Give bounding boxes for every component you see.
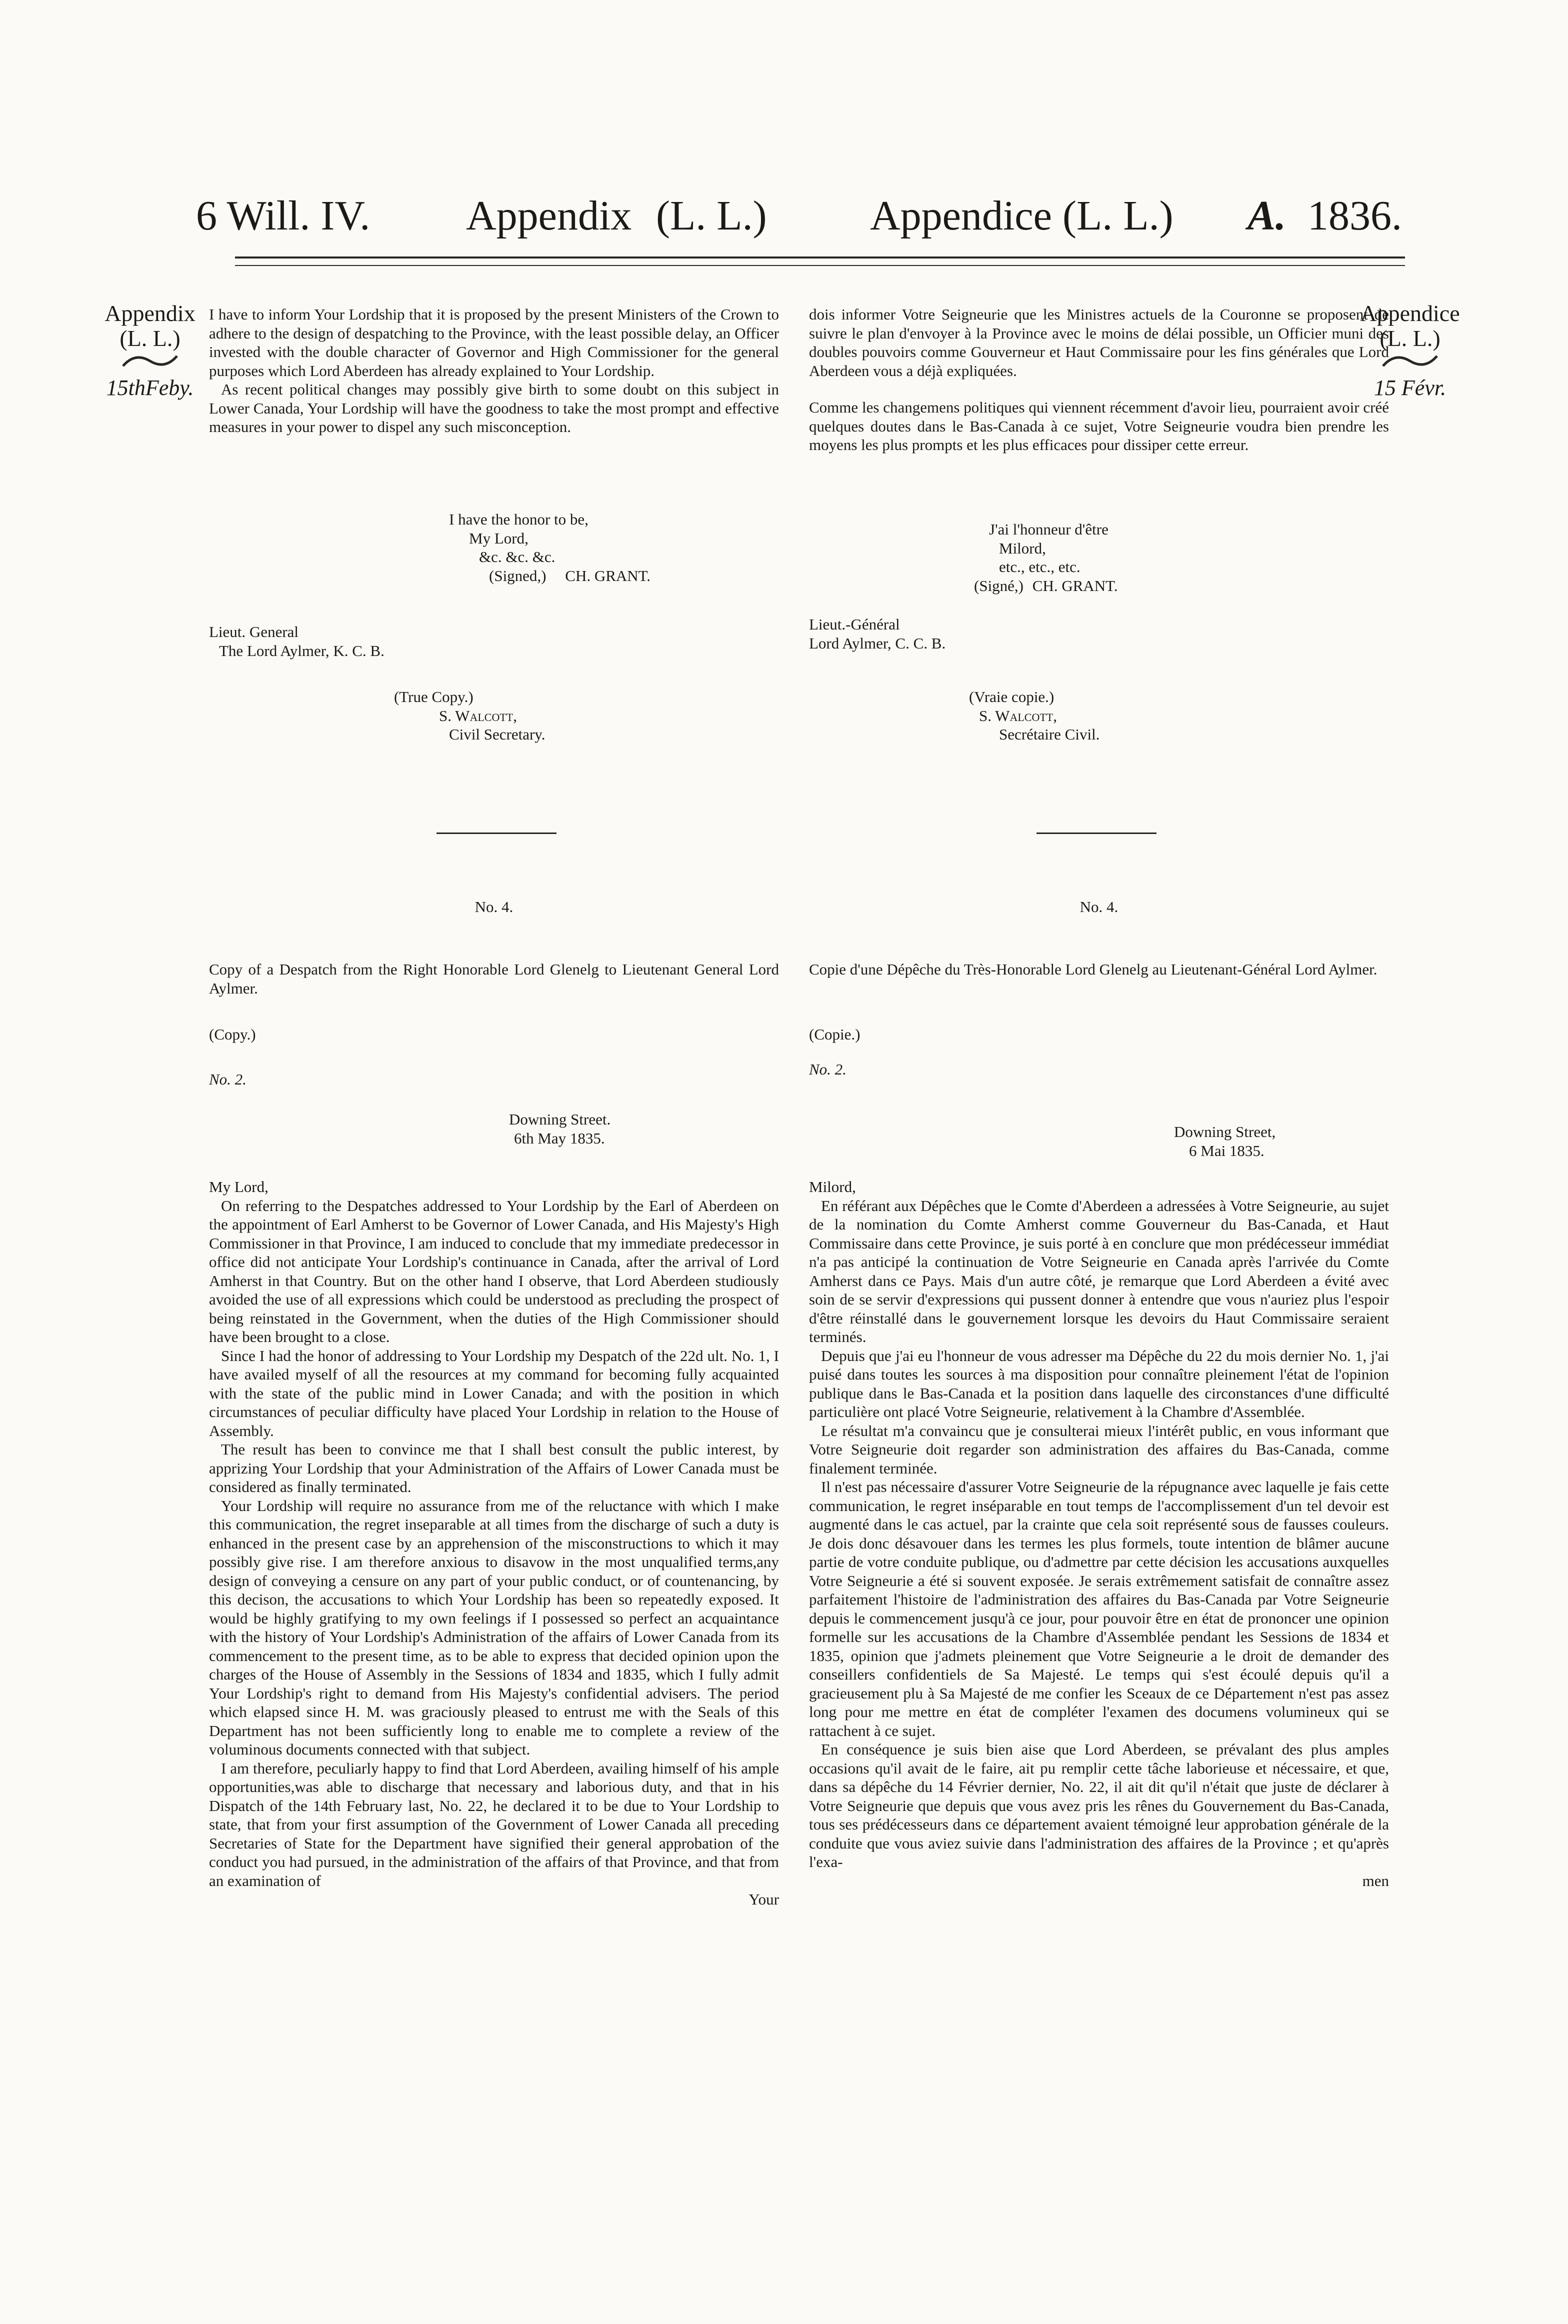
paragraph: Comme les changemens politiques qui viennent récemment d'avoir lieu, pourraient avoir créé quelques doutes dans le Bas-Canada à ce sujet, Votre Seigneurie voudra bien prendre les moyens les plus prompts et les plus efficaces pour dissiper cette erreur. [809, 398, 1389, 454]
document-title-text: Copie d'une Dépêche du Très-Honorable Lord Glenelg au Lieutenant-Général Lord Aylmer. [809, 960, 1378, 978]
header-regnal-year: 6 Will. IV. [196, 192, 370, 239]
true-copy-block [209, 688, 779, 744]
paragraph: The result has been to convince me that I shall best consult the public interest, by apprizing Your Lordship that your Administration of the Affairs of Lower Canada must be considered as finally terminated. [209, 1440, 779, 1496]
salutation: My Lord, [209, 1178, 268, 1196]
closing-block [809, 520, 1389, 595]
paragraph: As recent political changes may possibly give birth to some doubt on this subject in Lower Canada, Your Lordship will have the goodness to take the most prompt and effective measures in your power to dispel any such misconception. [209, 380, 779, 436]
catchword: Your [748, 1890, 779, 1908]
addressee-title: Lieut.-Général [809, 616, 900, 633]
addressee-name: The Lord Aylmer, K. C. B. [219, 642, 384, 660]
closing-line: My Lord, [469, 529, 528, 547]
place: Downing Street. [509, 1110, 611, 1128]
dateline [209, 1110, 779, 1148]
true-copy-label: (Vraie copie.) [969, 688, 1054, 706]
letter-body [809, 1178, 1389, 1890]
document-title [209, 960, 779, 998]
section-rule [436, 832, 556, 834]
date: 6 Mai 1835. [1189, 1142, 1264, 1160]
closing-line: I have the honor to be, [449, 510, 588, 528]
place: Downing Street, [1174, 1123, 1276, 1140]
paragraph: En référant aux Dépêches que le Comte d'Aberdeen a adressées à Votre Seigneurie, au sujet de la nomination du Comte Amherst comme Gouverneur du Bas-Canada, et Haut Commissaire dans cette Province, je suis porté à en conclure que mon prédécesseur immédiat n'a pas anticipé la continuation de Votre Seigneurie en Canada après l'arrivée du Comte Amherst dans ce Pays. Mais d'un autre côté, je remarque que Lord Aberdeen a évité avec soin de se servir d'expressions qui pussent donner à entendre que vous n'auriez plus l'espoir d'être réinstallé dans le gouvernement lorsque les devoirs du Haut Commissaire seraient terminés. [809, 1196, 1389, 1346]
signature-line [209, 566, 779, 586]
margin-appendice-ref: (L. L.) [1380, 326, 1440, 351]
header-appendice-title: Appendice [870, 192, 1052, 239]
signer-name: CH. GRANT. [565, 566, 651, 584]
margin-note-left [100, 301, 200, 400]
secretary-name: S. Walcott, [439, 706, 517, 724]
addressee-block [809, 615, 1389, 652]
date: 6th May 1835. [514, 1129, 605, 1147]
closing-line: Milord, [999, 539, 1046, 557]
catchword: men [1362, 1872, 1389, 1890]
addressee-block [209, 622, 779, 660]
margin-appendix-ref: (L. L.) [120, 326, 180, 351]
secretary-title: Secrétaire Civil. [999, 726, 1100, 743]
true-copy-label: (True Copy.) [394, 688, 474, 706]
header-year: 1836. [1308, 192, 1402, 239]
signed-label: (Signed,) [489, 566, 546, 584]
margin-ornament [100, 351, 200, 375]
copy-label: (Copie.) [809, 1026, 860, 1043]
paragraph: dois informer Votre Seigneurie que les Ministres actuels de la Couronne se proposent de suivre le plan d'envoyer à la Province avec le moins de délai possible, un Officier muni des doubles pouvoirs comme Gouverneur et Haut Commissaire pour les fins générales que Lord Aberdeen vous a déjà expliquées. [809, 306, 1389, 380]
salutation: Milord, [809, 1178, 856, 1196]
letter-ending [809, 305, 1389, 454]
signature-line [809, 576, 1389, 596]
copy-label: (Copy.) [209, 1026, 256, 1043]
addressee-title: Lieut. General [209, 623, 299, 640]
document-title-text: Copy of a Despatch from the Right Honorable Lord Glenelg to Lieutenant General Lord Aylmer. [209, 960, 779, 997]
margin-date: 15 Févr. [1374, 376, 1446, 400]
section-rule [1036, 832, 1156, 834]
addressee-name: Lord Aylmer, C. C. B. [809, 634, 946, 652]
closing-line: &c. &c. &c. [479, 548, 556, 566]
header-appendix-ref: (L. L.) [656, 192, 767, 239]
paragraph: I have to inform Your Lordship that it is proposed by the present Ministers of the Crown to adhere to the design of despatching to the Province, with the least possible delay, an Officer invested with the double character of Governor and High Commissioner for the general purposes which Lord Aberdeen has already explained to Your Lordship. [209, 306, 779, 380]
letter-ending [209, 305, 779, 436]
closing-line: J'ai l'honneur d'être [989, 520, 1108, 538]
true-copy-block [809, 688, 1389, 744]
secretary-name: S. Walcott, [979, 706, 1057, 724]
document-title [809, 960, 1389, 979]
signer-name: CH. GRANT. [1032, 576, 1118, 594]
margin-appendix-label: Appendix [104, 300, 196, 326]
signed-label: (Signé,) [974, 576, 1024, 594]
secretary-title: Civil Secretary. [449, 726, 546, 743]
paragraph: On referring to the Despatches addressed to Your Lordship by the Earl of Aberdeen on the appointment of Earl Amherst to be Governor of Lower Canada, and His Majesty's High Commissioner in that Province, I am induced to conclude that my immediate predecessor in office did not anticipate Your Lordship's continuance in Canada, after the arrival of Lord Amherst in that Country. But on the other hand I observe, that Lord Aberdeen studiously avoided the use of all expressions which could be understood as precluding the prospect of being reinstated in the Government, when the duties of the High Commissioner should have been brought to a close. [209, 1196, 779, 1346]
dateline [809, 1122, 1389, 1160]
header-rule-thin [235, 265, 1405, 266]
document-number: No. 4. [1080, 898, 1118, 916]
paragraph: Le résultat m'a convaincu que je consulterai mieux l'intérêt public, en vous informant que Votre Seigneurie doit regarder son administration des affaires du Bas-Canada, comme finalement terminée. [809, 1422, 1389, 1477]
letter-body [209, 1178, 779, 1909]
closing-line: etc., etc., etc. [999, 558, 1080, 576]
paragraph: En conséquence je suis bien aise que Lord Aberdeen, se prévalant des plus amples occasions qu'il avait de le faire, ait pu remplir cette tâche laborieuse et nécessaire, et que, dans sa dépêche du 14 Février dernier, No. 22, il ait dit qu'il n'était que juste de déclarer à Votre Seigneurie que depuis que vous avez pris les rênes du Gouvernement du Bas-Canada, tous ses prédécesseurs dans ce département avaient témoigné leur approbation générale de la conduite que vous aviez suivie dans l'administration des affaires de la Province ; et qu'après l'exa- [809, 1740, 1389, 1870]
header-appendice-ref: (L. L.) [1062, 192, 1174, 239]
paragraph: Your Lordship will require no assurance from me of the reluctance with which I make this communication, the regret inseparable at all times from the discharge of such a duty is enhanced in the present case by an apprehension of the misconstructions to which it may possibly give rise. I am therefore anxious to disavow in the most unqualified terms,any design of conveying a censure on any part of your public conduct, or of countenancing, by this decison, the accusations to which Your Lordship has been so repeatedly exposed. It would be highly gratifying to my own feelings if I possessed so perfect an acquaintance with the history of Your Lordship's Administration of the affairs of Lower Canada from its commencement to the present time, as to be able to express that decided opinion upon the charges of the House of Assembly in the Sessions of 1834 and 1835, which I fully admit Your Lordship's right to demand from His Majesty's confidential advisers. The period which elapsed since H. M. was graciously pleased to entrust me with the Seals of this Department has not been sufficiently long to enable me to complete a review of the voluminous documents connected with that subject. [209, 1496, 779, 1758]
margin-date: 15thFeby. [106, 376, 194, 400]
document-number: No. 4. [474, 898, 514, 916]
paragraph: Depuis que j'ai eu l'honneur de vous adresser ma Dépêche du 22 du mois dernier No. 1, j'ai puisé dans toutes les sources à ma disposition pour connaître pleinement l'état de l'opinion publique dans le Bas-Canada et la position dans laquelle des circonstances d'une difficulté particulière ont placé Votre Seigneurie, relativement à la Chambre d'Assemblée. [809, 1346, 1389, 1420]
sub-number: No. 2. [209, 1070, 246, 1088]
paragraph: I am therefore, peculiarly happy to find that Lord Aberdeen, availing himself of his ample opportunities,was able to discharge that necessary and laborious duty, and that in his Dispatch of the 14th February last, No. 22, he declared it to be due to Your Lordship to state, that from your first assumption of the Government of Lower Canada all preceding Secretaries of State for the Department have signified their general approbation of the conduct you had pursued, in the administration of the affairs of that Province, and that from an examination of [209, 1759, 779, 1890]
margin-appendice-label: Appendice [1360, 300, 1460, 326]
header-year-prefix: A. [1248, 192, 1286, 239]
paragraph: Il n'est pas nécessaire d'assurer Votre Seigneurie de la répugnance avec laquelle je fais cette communication, le regret inséparable en tout temps de l'accomplissement d'un tel devoir est augmenté dans le cas actuel, par la crainte que cela soit représenté sous de fausses couleurs. Je dois donc désavouer dans les termes les plus formels, toute intention de blâmer aucune partie de votre conduite publique, ou d'admettre par cette décision les accusations auxquelles Votre Seigneurie a été si souvent exposée. Je serais extrêmement satisfait de connaître assez parfaitement l'histoire de l'administration des affaires du Bas-Canada par Votre Seigneurie depuis le commencement jusqu'à ce jour, pour pouvoir être en état de prononcer une opinion formelle sur les accusations de la Chambre d'Assemblée pendant les Sessions de 1834 et 1835, opinion que j'admets pleinement que Votre Seigneurie a le droit de demander des conseillers confidentiels de Sa Majesté. Le temps qui s'est écoulé depuis qu'il a gracieusement plu à Sa Majesté de me confier les Sceaux de ce Département n'est pas assez long pour me mettre en état de compléter l'examen des documens volumineux qui se rattachent à ce sujet. [809, 1478, 1389, 1740]
closing-block [209, 510, 779, 585]
paragraph: Since I had the honor of addressing to Your Lordship my Despatch of the 22d ult. No. 1, I have availed myself of all the resources at my command for becoming fully acquainted with the state of the public mind in Lower Canada; and with the position in which circumstances of peculiar difficulty have placed Your Lordship in relation to the House of Assembly. [209, 1346, 779, 1440]
sub-number: No. 2. [809, 1060, 846, 1078]
header-rule [235, 256, 1405, 258]
header-appendix-title: Appendix [466, 192, 632, 239]
